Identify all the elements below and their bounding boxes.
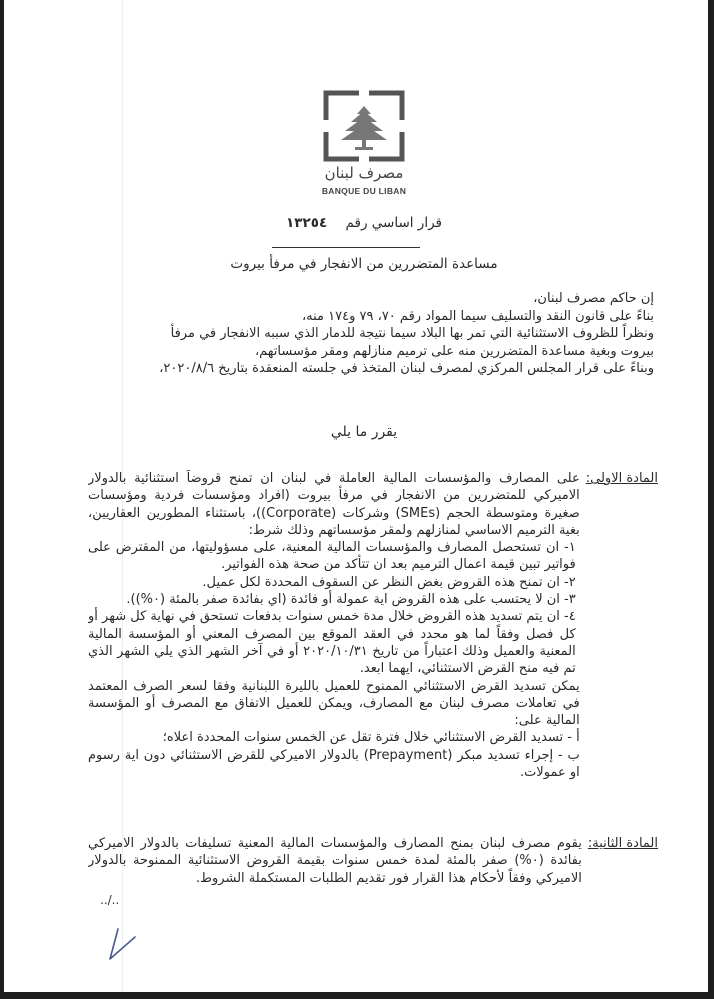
preamble-line: وبناءً على قرار المجلس المركزي لمصرف لبنان المتخذ في جلسته المنعقدة بتاريخ ٢٠٢٠/٨/٦، — [159, 361, 654, 376]
article-one-label: المادة الاولى: — [585, 471, 658, 486]
document-page — [4, 0, 708, 992]
handwritten-initials-icon — [100, 915, 160, 975]
article-two-text: يقوم مصرف لبنان بمنح المصارف والمؤسسات المالية المعنية تسليفات بالدولار الاميركي بفائدة (٠%) صفر بالمئة لمدة خمس سنوات بقيمة القروض الاستثنائية الممنوحة بالدولار الاميركي وفقاً لأحكام هذا القرار فور تقديم الطلبات المستكملة الشروط. — [88, 836, 582, 886]
article-one-body — [88, 470, 580, 781]
bank-name-arabic: مصرف لبنان — [324, 164, 404, 182]
preamble — [154, 290, 654, 378]
decision-number-line — [244, 215, 484, 231]
continuation-mark: ../.. — [100, 893, 120, 907]
preamble-line: ونظراً للظروف الاستثنائية التي تمر بها البلاد سيما نتيجة للدمار الذي سببه الانفجار في مرفأ بيروت وبغية مساعدة المتضررين منه على ترميم منازلهم ومقر مؤسساتهم، — [170, 326, 654, 359]
decision-number: ١٣٢٥٤ — [286, 215, 328, 231]
option-item: ب - إجراء تسديد مبكر (Prepayment) بالدولار الاميركي للقرض الاستثنائي دون اية رسوم او عمولات. — [88, 747, 580, 781]
title-underline — [272, 247, 420, 248]
repayment-clause: يمكن تسديد القرض الاستثنائي الممنوح للعميل بالليرة اللبنانية وفقا لسعر الصرف المعتمد في تعاملات مصرف لبنان مع المصارف، ويمكن للعميل الاتفاق مع المصرف أو المؤسسة المالية على: — [88, 678, 580, 729]
condition-item: ١- ان تستحصل المصارف والمؤسسات المالية المعنية، على مسؤوليتها، من المقترض على فواتير تبين قيمة اعمال الترميم بعد ان تتأكد من صحة هذه الفواتير. — [88, 540, 576, 573]
preamble-line: إن حاكم مصرف لبنان، — [533, 291, 654, 306]
condition-item: ٢- ان تمنح هذه القروض بغض النظر عن السقوف المحددة لكل عميل. — [202, 574, 576, 590]
article-one — [88, 470, 658, 781]
decides-heading: يقرر ما يلي — [330, 424, 398, 440]
cedar-emblem-icon — [323, 90, 405, 162]
decision-subject: مساعدة المتضررين من الانفجار في مرفأ بيروت — [230, 256, 498, 272]
preamble-line: بناءً على قانون النقد والتسليف سيما المواد رقم ٧٠، ٧٩ و١٧٤ منه، — [301, 308, 654, 324]
article-two — [88, 835, 658, 887]
decision-label: قرار اساسي رقم — [345, 215, 442, 231]
option-item: أ - تسديد القرض الاستثنائي خلال فترة تقل عن الخمس سنوات المحددة اعلاه؛ — [162, 730, 580, 746]
bank-name-french: BANQUE DU LIBAN — [321, 186, 407, 196]
article-one-intro: على المصارف والمؤسسات المالية العاملة في لبنان ان تمنح قروضاً استثنائية بالدولار الاميركي للمتضررين من الانفجار في مرفأ بيروت (افراد ومؤسسات فردية ومؤسسات صغيرة ومتوسطة الحجم (SMEs) وشركات (Corporate))، باستثناء المطورين العقاريين، بغية الترميم الاساسي لمنازلهم ولمقر مؤسساتهم وذلك شرط: — [88, 471, 580, 538]
article-two-label: المادة الثانية: — [587, 836, 658, 851]
condition-item: ٣- ان لا يحتسب على هذه القروض اية عمولة أو فائدة (اي بفائدة صفر بالمئة (٠%)). — [126, 592, 576, 608]
condition-item: ٤- ان يتم تسديد هذه القروض خلال مدة خمس سنوات بدفعات تستحق في نهاية كل شهر أو كل فصل وفقاً لما هو محدد في العقد الموقع بين المصرف المعني أو المؤسسة المالية المعنية والعميل وذلك اعتباراً من تاريخ ٢٠٢٠/١٠/٣١ أو في آخر الشهر الذي يلي الشهر الذي تم فيه منح القرض الاستثنائي، ايهما ابعد. — [88, 609, 576, 677]
article-two-body — [88, 835, 582, 887]
